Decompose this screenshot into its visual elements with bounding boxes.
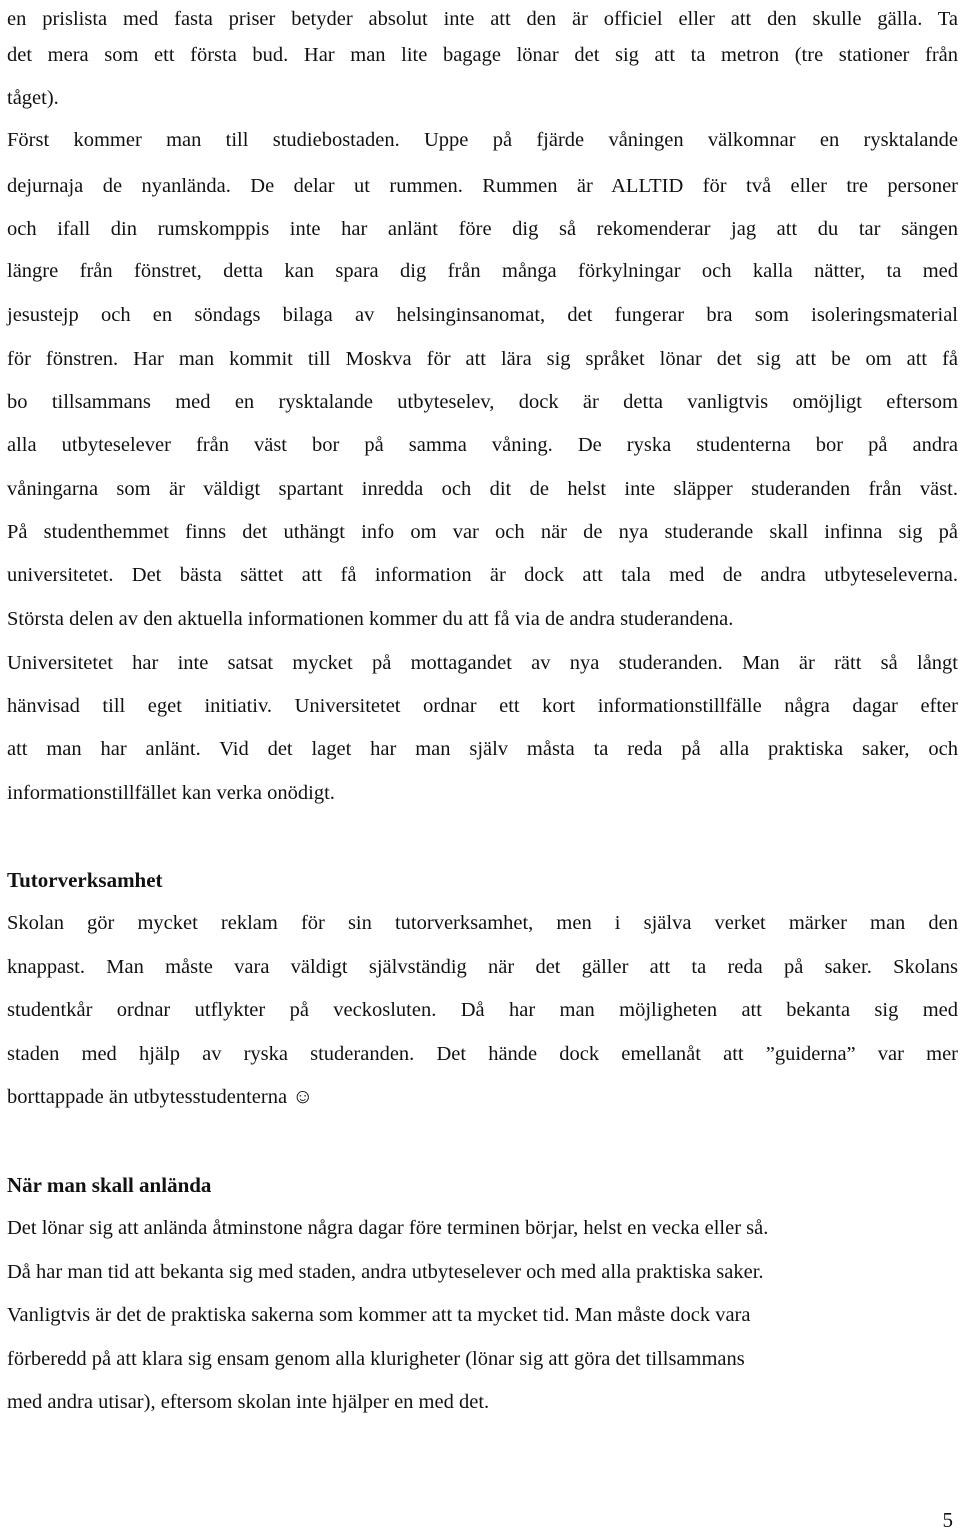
text-line: knappast. Man måste vara väldigt självständig när det gäller att ta reda på saker. Skolans <box>7 956 958 978</box>
text-line: borttappade än utbytesstudenterna ☺ <box>7 1086 314 1108</box>
page-number: 5 <box>942 1508 953 1532</box>
text-line: Det lönar sig att anlända åtminstone några dagar före terminen börjar, helst en vecka eller så. <box>7 1217 769 1239</box>
text-line: informationstillfället kan verka onödigt. <box>7 782 335 804</box>
document-page <box>7 0 958 1533</box>
text-line: med andra utisar), eftersom skolan inte hjälper en med det. <box>7 1391 490 1413</box>
text-line: universitetet. Det bästa sättet att få information är dock att tala med de andra utbyteseleverna. <box>7 564 958 586</box>
text-line: hänvisad till eget initiativ. Universitetet ordnar ett kort informationstillfälle några dagar efter <box>7 695 958 717</box>
text-line: för fönstren. Har man kommit till Moskva för att lära sig språket lönar det sig att be om att få <box>7 348 958 370</box>
text-line: Skolan gör mycket reklam för sin tutorverksamhet, men i själva verket märker man den <box>7 912 958 934</box>
text-line: tåget). <box>7 87 59 109</box>
text-line: bo tillsammans med en rysktalande utbyteselev, dock är detta vanligtvis omöjligt eftersom <box>7 391 958 413</box>
text-line: studentkår ordnar utflykter på veckosluten. Då har man möjligheten att bekanta sig med <box>7 999 958 1021</box>
text-line: förberedd på att klara sig ensam genom alla klurigheter (lönar sig att göra det tillsammans <box>7 1348 745 1370</box>
text-line: Då har man tid att bekanta sig med staden, andra utbyteselever och med alla praktiska saker. <box>7 1261 764 1283</box>
text-line: alla utbyteselever från väst bor på samma våning. De ryska studenterna bor på andra <box>7 434 958 456</box>
section-heading-tutor: Tutorverksamhet <box>7 868 163 892</box>
text-line: Vanligtvis är det de praktiska sakerna som kommer att ta mycket tid. Man måste dock vara <box>7 1304 751 1326</box>
text-line: att man har anlänt. Vid det laget har man själv måsta ta reda på alla praktiska saker, och <box>7 738 958 760</box>
text-line: jesustejp och en söndags bilaga av helsinginsanomat, det fungerar bra som isoleringsmaterial <box>7 304 958 326</box>
text-line: På studenthemmet finns det uthängt info om var och när de nya studerande skall infinna sig på <box>7 521 958 543</box>
text-line: Universitetet har inte satsat mycket på mottagandet av nya studeranden. Man är rätt så långt <box>7 652 958 674</box>
text-line: staden med hjälp av ryska studeranden. Det hände dock emellanåt att ”guiderna” var mer <box>7 1043 958 1065</box>
text-line: dejurnaja de nyanlända. De delar ut rummen. Rummen är ALLTID för två eller tre personer <box>7 175 958 197</box>
section-heading-arrival: När man skall anlända <box>7 1173 212 1197</box>
text-line: längre från fönstret, detta kan spara dig från många förkylningar och kalla nätter, ta med <box>7 260 958 282</box>
text-line: och ifall din rumskomppis inte har anlänt före dig så rekomenderar jag att du tar sängen <box>7 218 958 240</box>
text-line: Största delen av den aktuella informationen kommer du att få via de andra studerandena. <box>7 608 734 630</box>
text-line: våningarna som är väldigt spartant inredda och dit de helst inte släpper studeranden från väst. <box>7 478 958 500</box>
text-line: det mera som ett första bud. Har man lite bagage lönar det sig att ta metron (tre stationer från <box>7 44 958 66</box>
text-line: Först kommer man till studiebostaden. Uppe på fjärde våningen välkomnar en rysktalande <box>7 129 958 151</box>
text-line: en prislista med fasta priser betyder absolut inte att den är officiel eller att den skulle gälla. Ta <box>7 8 958 30</box>
